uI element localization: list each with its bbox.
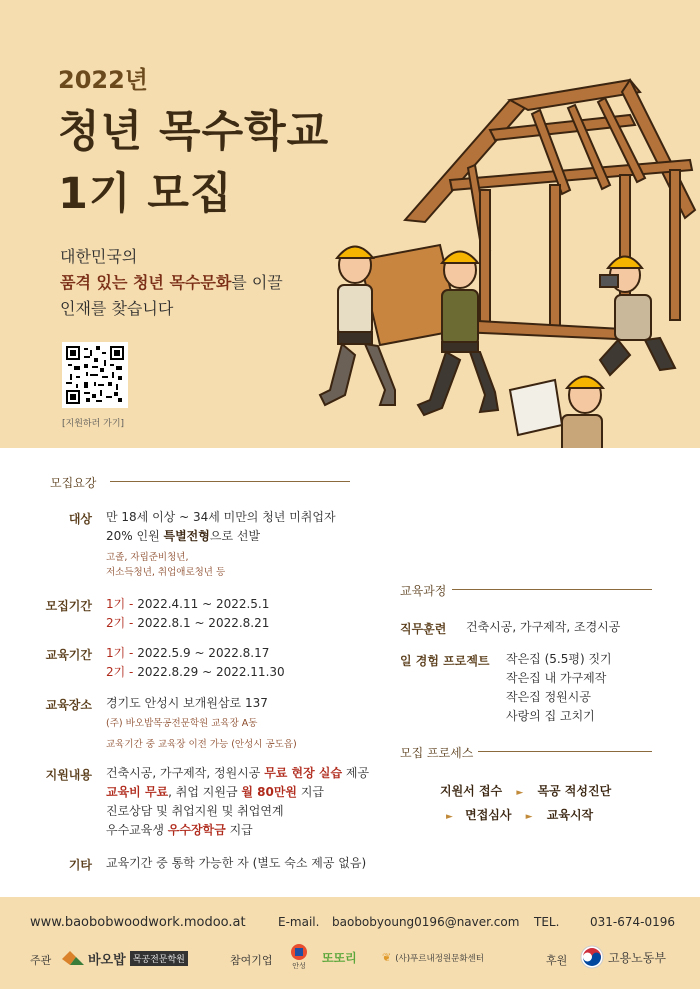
list-item: 작은집 내 가구제작: [506, 671, 607, 685]
page-title: 청년 목수학교: [58, 107, 330, 157]
process-step: 면접심사: [465, 808, 512, 822]
purune-logo-icon: ❦: [382, 951, 392, 964]
course-divider: [452, 589, 652, 590]
partner-label: 참여기업: [230, 954, 273, 967]
korea-emblem-icon: [580, 945, 604, 969]
place-text: 경기도 안성시 보개원삼로 137: [106, 696, 268, 710]
place-subtext: (주) 바오밥목공전문학원 교육장 A동 교육기간 중 교육장 이전 가능 (안성시 공도읍): [106, 718, 297, 750]
list-item: 작은집 정원시공: [506, 690, 591, 704]
content-text: 건축시공, 가구제작, 정원시공 무료 현장 실습 제공 교육비 무료, 취업 지원금 월 80만원 지급 진로상담 및 취업지원 및 취업연계 우수교육생 우수장학금 지급: [106, 766, 370, 837]
etc-text: 교육기간 중 통학 가능한 자 (별도 숙소 제공 없음): [106, 856, 367, 870]
edu-period-text: 1기 - 2022.5.9 ~ 2022.8.17 2기 - 2022.8.29 ~ 2022.11.30: [106, 646, 285, 679]
anseong-logo-icon: [290, 943, 308, 961]
project-label: 일 경험 프로젝트: [400, 654, 490, 668]
partner-logo-anseong: 안성: [290, 943, 308, 971]
hero-section: [0, 0, 700, 448]
year-label: 2022년: [58, 66, 148, 94]
process-step: 지원서 접수: [440, 784, 503, 798]
website-link[interactable]: www.baobobwoodwork.modoo.at: [30, 915, 246, 930]
qr-code-icon: [66, 346, 124, 404]
sponsor-logo: 고용노동부: [580, 945, 666, 969]
period-label: 모집기간: [45, 599, 92, 613]
list-item: 작은집 (5.5평) 짓기: [506, 652, 612, 666]
arrow-icon: ►: [525, 812, 533, 822]
job-training-label: 직무훈련: [400, 622, 447, 636]
host-logo: 바오밥 목공전문학원: [62, 949, 188, 968]
partner-logo-purune: ❦ (사)푸르내정원문화센터: [382, 951, 484, 964]
list-item: 사랑의 집 고치기: [506, 709, 595, 723]
carpenters-illustration: [300, 70, 700, 448]
place-label: 교육장소: [45, 698, 92, 712]
process-section-title: 모집 프로세스: [400, 746, 474, 760]
process-step: 목공 적성진단: [537, 784, 612, 798]
etc-label: 기타: [68, 858, 92, 872]
sponsor-label: 후원: [546, 954, 568, 967]
arrow-icon: ►: [516, 788, 524, 798]
qr-code[interactable]: [62, 342, 128, 408]
qr-link-label[interactable]: [지원하러 가기]: [62, 419, 125, 429]
email-link[interactable]: baobobyoung0196@naver.com: [332, 915, 520, 929]
page-subtitle: 1기 모집: [58, 169, 233, 219]
footer: [0, 897, 700, 989]
baobab-logo-icon: [62, 951, 84, 967]
process-row-1: [440, 782, 611, 803]
edu-period-label: 교육기간: [45, 648, 92, 662]
host-label: 주관: [30, 954, 52, 967]
content-label: 지원내용: [45, 768, 92, 782]
process-step: 교육시작: [546, 808, 594, 822]
target-text: 만 18세 이상 ~ 34세 미만의 청년 미취업자 20% 인원 특별전형으로 선발: [106, 510, 336, 543]
email-label: E-mail.: [278, 915, 320, 929]
process-divider: [478, 751, 652, 752]
course-section-title: 교육과정: [400, 584, 447, 598]
period-text: 1기 - 2022.4.11 ~ 2022.5.1 2기 - 2022.8.1 ~ 2022.8.21: [106, 597, 270, 630]
tel-label: TEL.: [534, 915, 560, 929]
target-label: 대상: [68, 512, 92, 526]
recruit-section-title: 모집요강: [50, 476, 97, 490]
job-training-text: 건축시공, 가구제작, 조경시공: [466, 620, 621, 634]
tel-number[interactable]: 031-674-0196: [590, 915, 676, 929]
recruit-divider: [110, 481, 350, 482]
partner-logo-ttottori: 또또리: [322, 951, 357, 965]
target-subtext: 고졸, 자립준비청년, 저소득청년, 취업애로청년 등: [106, 552, 226, 578]
process-row-2: [446, 806, 593, 827]
project-list: [506, 650, 612, 726]
arrow-icon: ►: [446, 812, 453, 822]
intro-text: 대한민국의 품격 있는 청년 목수문화를 이끌 인재를 찾습니다: [60, 247, 283, 318]
